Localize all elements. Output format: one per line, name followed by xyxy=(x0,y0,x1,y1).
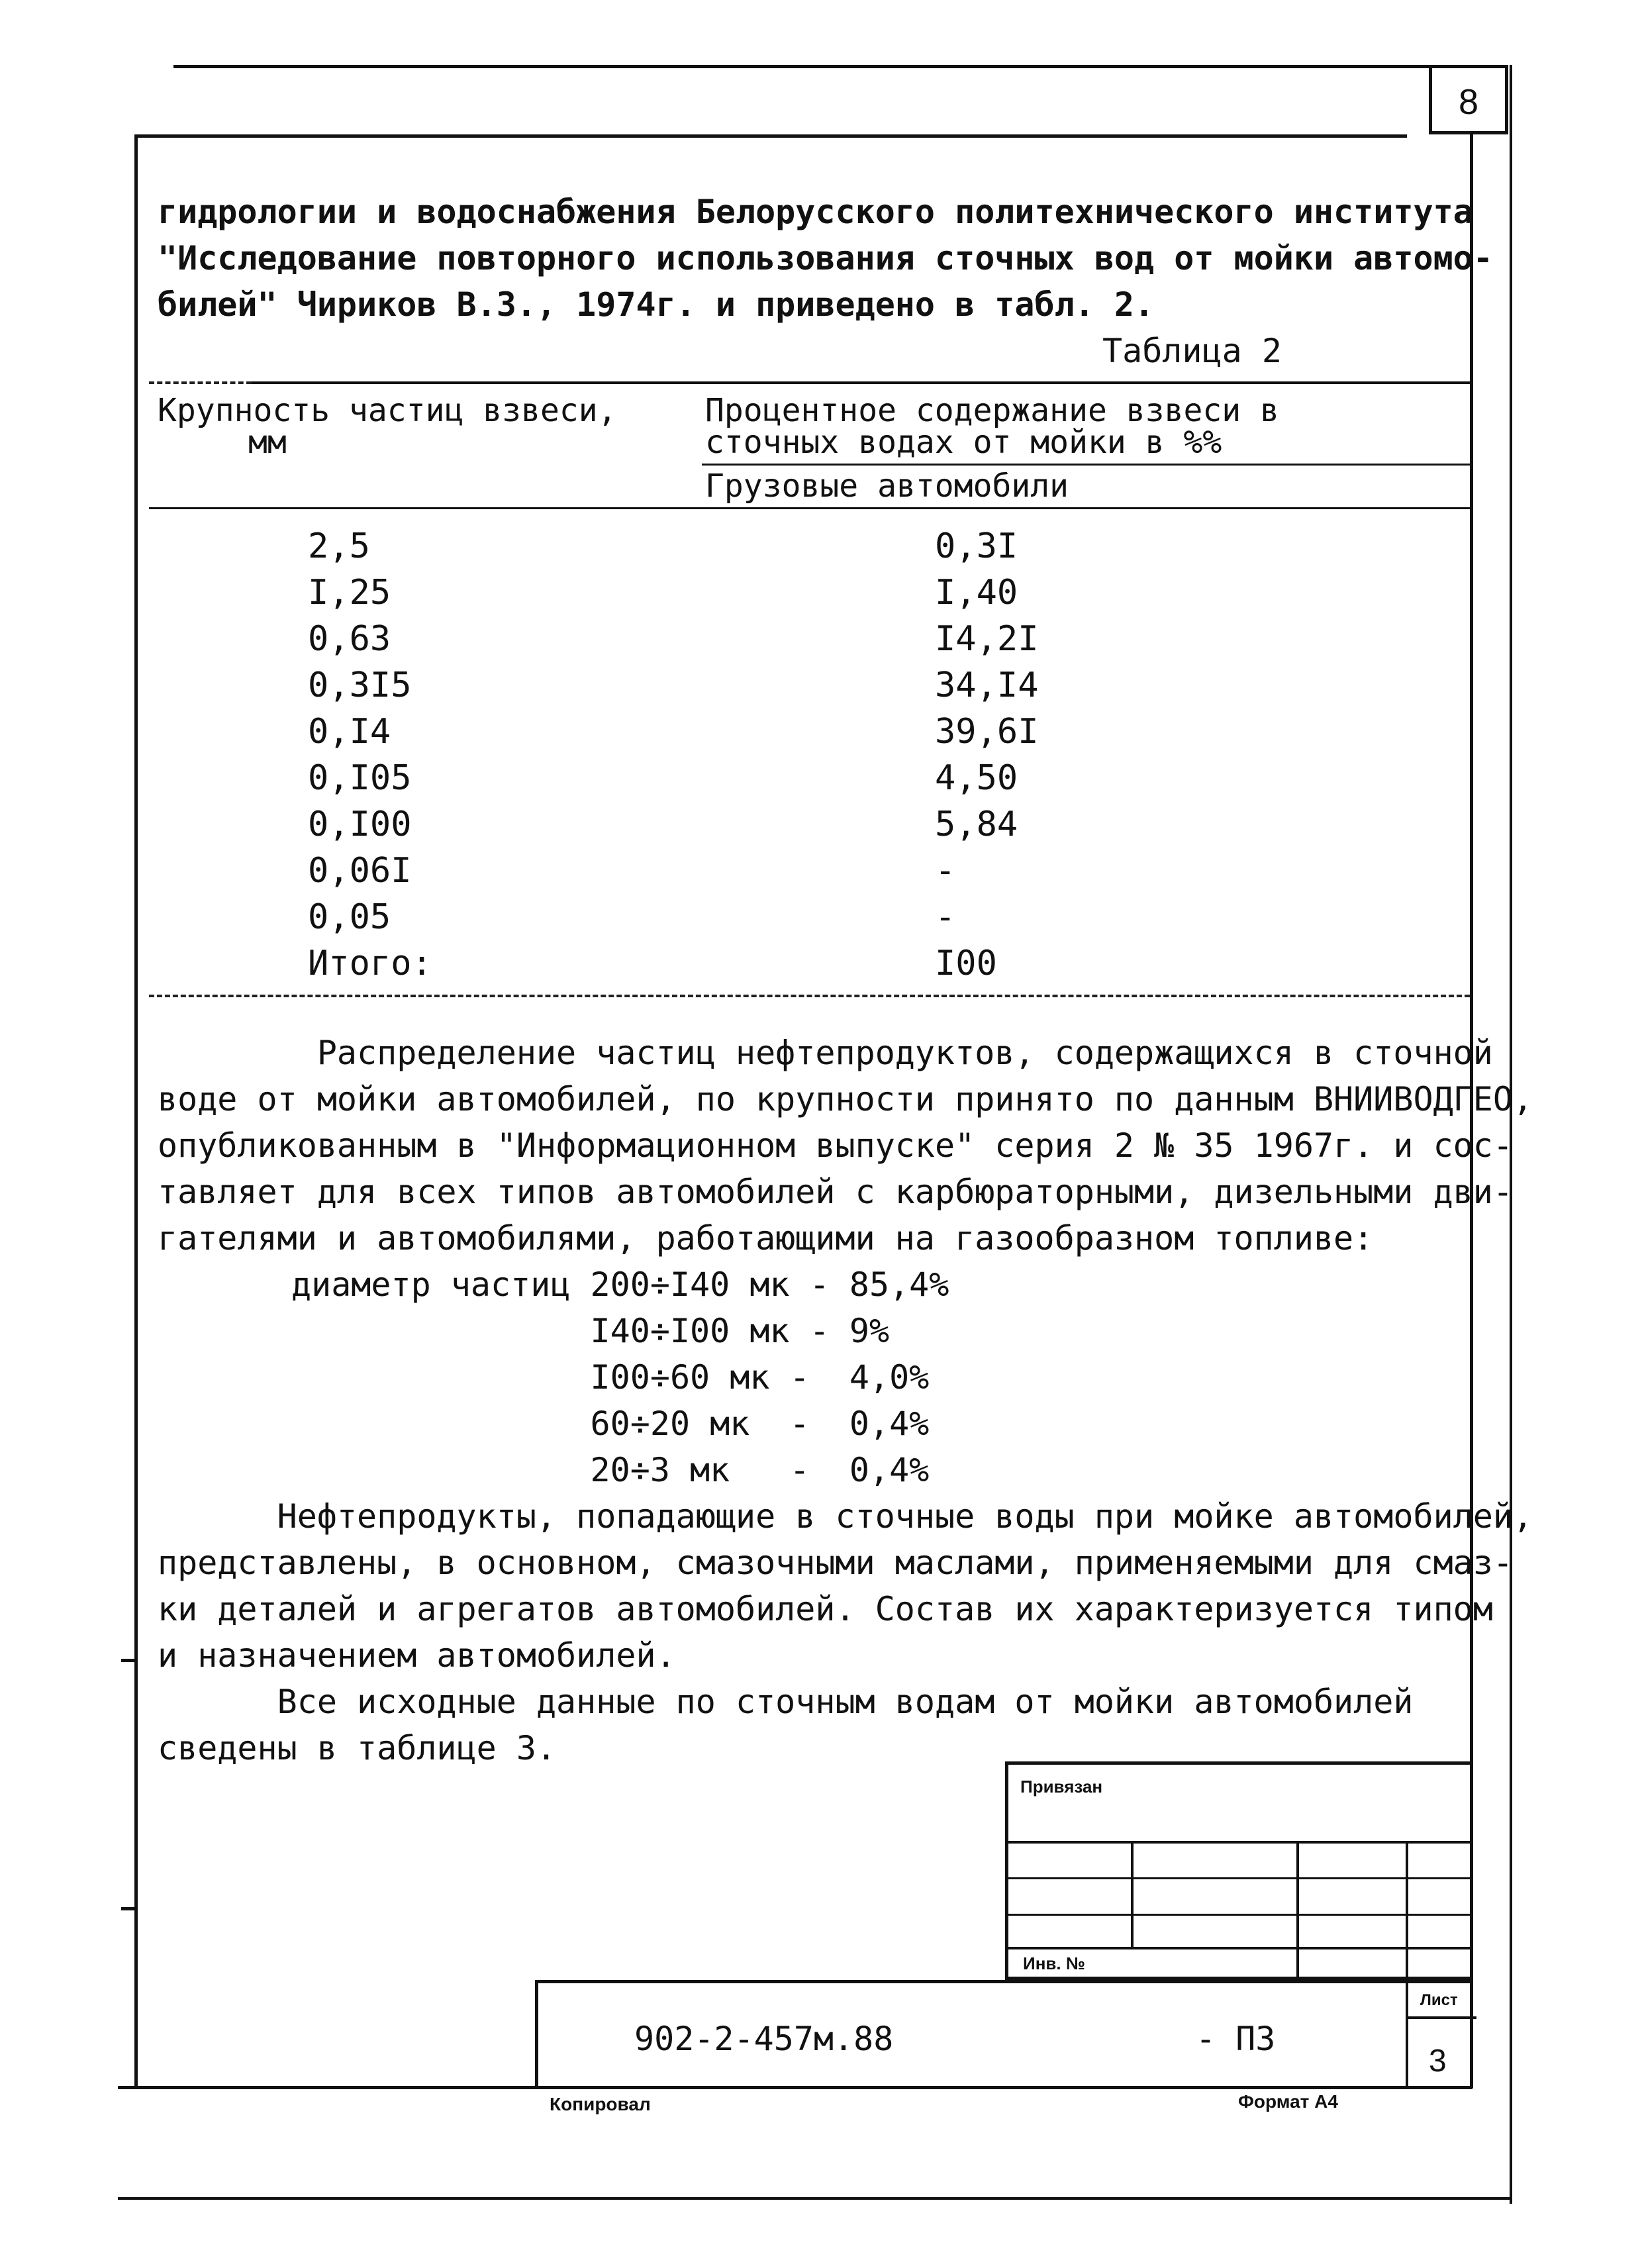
frame-top-inner-line xyxy=(136,134,1407,138)
col2-subheader: Грузовые автомобили xyxy=(705,468,1069,505)
stamp-row-line xyxy=(1008,1841,1473,1844)
para2-line-2: представлены, в основном, смазочными маслами, применяемыми для смаз- xyxy=(158,1544,1513,1582)
cell-size: Итого: xyxy=(308,944,432,983)
cell-percent: - xyxy=(935,897,956,937)
cell-percent: I00 xyxy=(935,944,997,983)
binding-stamp-label: Привязан xyxy=(1020,1777,1103,1797)
frame-top-line xyxy=(173,65,1431,68)
cell-size: 0,63 xyxy=(308,619,391,659)
page-bottom-line xyxy=(118,2197,1512,2200)
diameter-line-1: диаметр частиц 200÷I40 мк - 85,4% xyxy=(291,1265,949,1304)
sheet-top-number: 8 xyxy=(1458,82,1479,122)
document-suffix: - ПЗ xyxy=(1196,2020,1276,2058)
para3-line-2: сведены в таблице 3. xyxy=(158,1729,557,1767)
table-top-rule xyxy=(252,381,1470,384)
para2-line-3: ки деталей и агрегатов автомобилей. Состав их характеризуется типом xyxy=(158,1590,1493,1628)
intro-line-3: билей" Чириков В.З., 1974г. и приведено в табл. 2. xyxy=(158,285,1155,324)
sheet-number-box xyxy=(1429,65,1508,134)
intro-line-1: гидрологии и водоснабжения Белорусского политехнического института xyxy=(158,193,1473,231)
cell-percent: 39,6I xyxy=(935,712,1039,752)
stamp-row-line xyxy=(1008,1877,1473,1879)
cell-size: 2,5 xyxy=(308,526,370,566)
diameter-line-2: I40÷I00 мк - 9% xyxy=(291,1312,890,1350)
cell-percent: 5,84 xyxy=(935,805,1018,844)
stamp-col-line xyxy=(1131,1841,1134,1947)
sheet-cell-divider xyxy=(1406,1983,1408,2089)
cell-size: I,25 xyxy=(308,573,391,613)
diameter-line-5: 20÷3 мк - 0,4% xyxy=(291,1451,930,1489)
cell-percent: 0,3I xyxy=(935,526,1018,566)
cell-percent: 4,50 xyxy=(935,758,1018,798)
stamp-row-line xyxy=(1008,1947,1473,1949)
left-tick-2 xyxy=(121,1907,136,1910)
cell-size: 0,05 xyxy=(308,897,391,937)
col2-header-line-1: Процентное содержание взвеси в xyxy=(705,392,1279,429)
cell-percent: I4,2I xyxy=(935,619,1039,659)
col1-header-line-2: мм xyxy=(248,424,287,461)
document-code: 902-2-457м.88 xyxy=(634,2020,894,2058)
para3-line-1: Все исходные данные по сточным водам от мойки автомобилей xyxy=(158,1683,1414,1721)
diameter-line-4: 60÷20 мк - 0,4% xyxy=(291,1405,930,1443)
cell-size: 0,I05 xyxy=(308,758,412,798)
col2-header-rule xyxy=(702,464,1470,466)
sheet-number: 3 xyxy=(1429,2044,1447,2079)
para1-line-3: опубликованным в "Информационном выпуске" серия 2 № 35 1967г. и сос- xyxy=(158,1126,1513,1165)
frame-left-line xyxy=(134,134,138,2088)
stamp-row-line xyxy=(1008,1914,1473,1916)
inventory-number-label: Инв. № xyxy=(1023,1953,1085,1973)
cell-size: 0,06I xyxy=(308,851,412,891)
stamp-col-line xyxy=(1406,1841,1408,1980)
title-block xyxy=(535,1980,1473,2089)
cell-size: 0,I4 xyxy=(308,712,391,752)
binding-stamp xyxy=(1005,1761,1473,1980)
sheet-cell-rule xyxy=(1406,2016,1476,2019)
para1-line-2: воде от мойки автомобилей, по крупности принято по данным ВНИИВОДГЕО, xyxy=(158,1080,1533,1118)
table-header-rule xyxy=(149,507,1470,509)
table-bottom-rule xyxy=(149,995,1470,997)
stamp-col-line xyxy=(1296,1841,1299,1980)
para1-line-4: тавляет для всех типов автомобилей с карбюраторными, дизельными дви- xyxy=(158,1173,1513,1211)
cell-percent: 34,I4 xyxy=(935,666,1039,705)
left-tick-1 xyxy=(121,1659,136,1662)
sheet-label: Лист xyxy=(1420,1991,1458,2009)
copied-by-label: Копировал xyxy=(550,2094,651,2114)
table-top-rule-dashed xyxy=(149,381,252,384)
col1-header-line-1: Крупность частиц взвеси, xyxy=(158,392,617,429)
cell-percent: I,40 xyxy=(935,573,1018,613)
col2-header-line-2: сточных водах от мойки в %% xyxy=(705,424,1222,461)
diameter-line-3: I00÷60 мк - 4,0% xyxy=(291,1358,930,1397)
cell-size: 0,3I5 xyxy=(308,666,412,705)
cell-size: 0,I00 xyxy=(308,805,412,844)
table-caption: Таблица 2 xyxy=(1102,332,1282,370)
para2-line-1: Нефтепродукты, попадающие в сточные воды при мойке автомобилей, xyxy=(158,1497,1533,1536)
para1-line-1: Распределение частиц нефтепродуктов, содержащихся в сточной xyxy=(158,1034,1493,1072)
para2-line-4: и назначением автомобилей. xyxy=(158,1636,676,1675)
intro-line-2: "Исследование повторного использования сточных вод от мойки автомо- xyxy=(158,239,1493,277)
format-label: Формат А4 xyxy=(1238,2091,1338,2112)
para1-line-5: гателями и автомобилями, работающими на газообразном топливе: xyxy=(158,1219,1374,1257)
cell-percent: - xyxy=(935,851,956,891)
